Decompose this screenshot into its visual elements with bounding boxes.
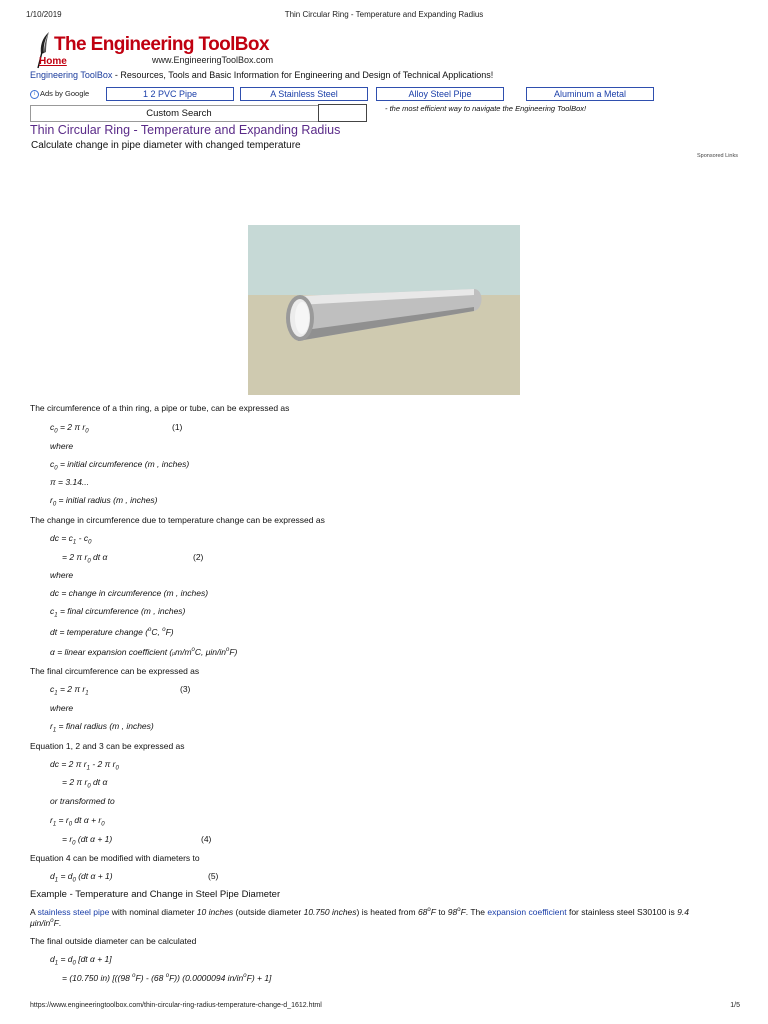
info-icon: i — [30, 90, 39, 99]
equation-2-number: (2) — [193, 552, 204, 562]
where-label-2: where — [50, 570, 74, 580]
final-od-intro: The final outside diameter can be calculated — [30, 936, 197, 946]
equation-3-number: (3) — [180, 684, 191, 694]
example-heading: Example - Temperature and Change in Steel Pipe Diameter — [30, 889, 281, 900]
equation-5: $d_1 = d_0$ (dt α + 1) — [50, 871, 113, 884]
dc-definition: dc = change in circumference (m , inches) — [50, 588, 209, 598]
search-input[interactable]: Custom Search — [30, 105, 328, 122]
page-number: 1/5 — [730, 1002, 740, 1009]
equation-1: $c_0 = 2$ π $r_0$ — [50, 422, 89, 435]
alpha-definition: α = linear expansion coefficient ($\mu m/m^oC$, μin/$in^oF$) — [50, 647, 238, 657]
dc-combined: dc = 2 π $r_1 - 2$ π $r_0$ — [50, 759, 119, 772]
home-link[interactable]: Home — [39, 56, 67, 67]
r1-definition: $r_1$ = final radius (m , inches) — [50, 721, 154, 734]
site-logo[interactable] — [34, 30, 274, 70]
sponsored-links: Sponsored Links — [697, 153, 738, 159]
logo-url: www.EngineeringToolBox.com — [152, 55, 274, 65]
ad-link-stainless-steel[interactable]: A Stainless Steel — [240, 87, 368, 101]
final-intro: The final circumference can be expressed as — [30, 666, 200, 676]
pipe-illustration — [248, 225, 520, 395]
engineering-toolbox-link[interactable]: Engineering ToolBox — [30, 70, 113, 80]
transformed-label: or transformed to — [50, 796, 115, 806]
example-text: A stainless steel pipe with nominal diameter 10 inches (outside diameter 10.750 inches) is heated from 68$^o$F to 98$^o$F. The expansion coefficient for stainless steel S30100 is 9.4 — [30, 907, 689, 917]
print-url: https://www.engineeringtoolbox.com/thin-circular-ring-radius-temperature-change-d_1612.html — [30, 1002, 322, 1009]
sky — [248, 225, 520, 295]
logo-name: The Engineering ToolBox — [54, 34, 269, 55]
diameter-intro: Equation 4 can be modified with diameters to — [30, 853, 200, 863]
change-intro: The change in circumference due to temperature change can be expressed as — [30, 515, 325, 525]
example-text-line-2: μin/$in^oF$. — [30, 918, 62, 928]
equation-3: $c_1 = 2$ π $r_1$ — [50, 684, 89, 697]
ad-link-pvc-pipe[interactable]: 1 2 PVC Pipe — [106, 87, 234, 101]
r1-equation: $r_1 = r_0$ dt $\alpha + r_0$ — [50, 815, 105, 828]
ads-by-label: Ads by Google — [40, 89, 90, 98]
ads-by-google[interactable] — [30, 89, 89, 99]
equation-2: = 2 π $r_0$ dt α — [62, 552, 108, 565]
equation-1-number: (1) — [172, 422, 183, 432]
expansion-coefficient-link[interactable]: expansion coefficient — [487, 907, 567, 917]
r0-definition: $r_0$ = initial radius (m , inches) — [50, 495, 158, 508]
dc-equation: dc = $c_1 - c_0$ — [50, 533, 92, 546]
print-date: 1/10/2019 — [26, 10, 62, 19]
dc-combined-2: = 2 π $r_0$ dt α — [62, 777, 108, 790]
print-title: Thin Circular Ring - Temperature and Expanding Radius — [284, 10, 484, 19]
tagline — [30, 70, 493, 80]
stainless-steel-pipe-link[interactable]: stainless steel pipe — [37, 907, 110, 917]
tagline-text: - Resources, Tools and Basic Information for Engineering and Design of Technical Applications! — [112, 70, 494, 80]
equation-5-number: (5) — [208, 871, 219, 881]
c1-definition: $c_1$ = final circumference (m , inches) — [50, 606, 186, 619]
page-title: Thin Circular Ring - Temperature and Expanding Radius — [30, 123, 341, 137]
intro-text: The circumference of a thin ring, a pipe or tube, can be expressed as — [30, 403, 290, 413]
where-label: where — [50, 441, 74, 451]
search-button[interactable] — [318, 104, 367, 122]
c0-definition: $c_0$ = initial circumference (m , inches) — [50, 459, 190, 472]
nav-note: - the most efficient way to navigate the Engineering ToolBox! — [385, 104, 587, 113]
equation-4-number: (4) — [201, 834, 212, 844]
d1-calculation: $d_1 = d_0$ [dt α + 1] — [50, 954, 112, 967]
combined-intro: Equation 1, 2 and 3 can be expressed as — [30, 741, 185, 751]
d1-calculation-2: = (10.750 in) [((98 $^o$F) - (68 $^o$F)) (0.0000094 $in/in^oF) + 1$] — [62, 973, 272, 983]
equation-4: = $r_0$ (dt α + 1) — [62, 834, 113, 847]
ad-link-alloy-steel-pipe[interactable]: Alloy Steel Pipe — [376, 87, 504, 101]
dt-definition: dt = temperature change ($^o$C, $^o$F) — [50, 627, 174, 637]
page-subtitle: Calculate change in pipe diameter with changed temperature — [31, 140, 301, 151]
pi-definition: π = 3.14... — [50, 477, 90, 487]
where-label-3: where — [50, 703, 74, 713]
ads-row — [30, 87, 750, 103]
ad-link-aluminum-metal[interactable]: Aluminum a Metal — [526, 87, 654, 101]
